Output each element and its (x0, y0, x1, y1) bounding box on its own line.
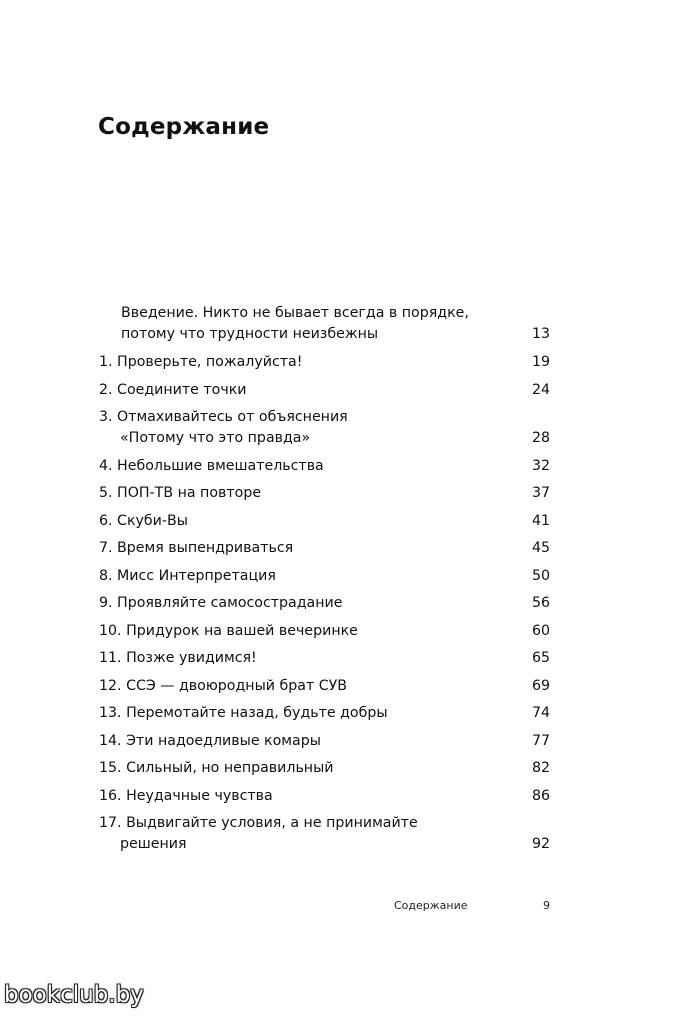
toc-entry-text (121, 303, 522, 345)
toc-entry-title-line-1: 17. Выдвигайте условия, а не принимайте (99, 815, 418, 831)
toc-entry (99, 786, 550, 807)
toc-page-number: 60 (531, 622, 550, 639)
toc-entry (99, 511, 550, 532)
toc-entry-intro (99, 303, 550, 345)
toc-entry-title-line-2: потому что трудности неизбежны (121, 326, 379, 342)
toc-entry-title: 5. ПОП-ТВ на повторе (99, 485, 262, 501)
toc-entry (99, 566, 550, 587)
toc-page-number: 69 (531, 677, 550, 694)
page-number: 9 (543, 899, 550, 912)
toc-page-number: 74 (531, 705, 550, 721)
toc-entry (99, 407, 550, 449)
toc-entry-title-line-2: «Потому что это правда» (120, 430, 311, 446)
toc-entry-title: 7. Время выпендриваться (99, 540, 294, 556)
page-footer (394, 898, 550, 914)
toc-entry-title: 14. Эти надоедливые комары (99, 732, 321, 749)
toc-entry-title: 9. Проявляйте самосострадание (99, 595, 343, 611)
toc-page-number: 13 (531, 326, 550, 342)
toc-entry-title: 1. Проверьте, пожалуйста! (99, 354, 303, 370)
watermark: bookclub.by (4, 982, 144, 1008)
toc-page-number: 19 (531, 354, 550, 370)
toc-page-number: 37 (531, 485, 550, 501)
toc-entry-title: 10. Придурок на вашей вечеринке (99, 622, 358, 639)
toc-page-number: 86 (531, 787, 550, 804)
running-head: Содержание (394, 899, 468, 912)
toc-entry (99, 483, 550, 504)
toc-entry (99, 538, 550, 559)
toc-entry-text (99, 813, 522, 855)
toc-entry-title-line-1: 3. Отмахивайтесь от объяснения (99, 409, 348, 425)
toc-page-number: 77 (531, 732, 550, 749)
toc-entry (99, 676, 550, 697)
toc-entry-title: 12. ССЭ — двоюродный брат СУВ (99, 677, 348, 694)
toc-page-number: 92 (531, 836, 550, 852)
toc-page-number: 28 (531, 430, 550, 446)
toc-entry-title: 11. Позже увидимся! (99, 650, 257, 666)
toc-page-number: 41 (531, 512, 550, 529)
toc-entry (99, 703, 550, 724)
table-of-contents (99, 303, 550, 862)
toc-page-number: 82 (531, 760, 550, 776)
toc-entry (99, 621, 550, 642)
toc-page-number: 45 (531, 540, 550, 556)
toc-page-number: 65 (531, 650, 550, 666)
toc-entry-title: 16. Неудачные чувства (99, 787, 273, 804)
toc-page-number: 50 (531, 567, 550, 584)
toc-entry (99, 813, 550, 855)
toc-entry (99, 352, 550, 373)
toc-entry-title: 2. Соедините точки (99, 381, 247, 398)
toc-entry (99, 758, 550, 779)
toc-entry-title-line-1: Введение. Никто не бывает всегда в порядке, (121, 305, 469, 321)
page-title: Содержание (98, 114, 270, 140)
toc-entry-title: 13. Перемотайте назад, будьте добры (99, 705, 388, 721)
toc-entry (99, 380, 550, 401)
toc-entry-title: 4. Небольшие вмешательства (99, 457, 324, 474)
toc-page-number: 32 (531, 457, 550, 474)
toc-page-number: 56 (531, 595, 550, 611)
toc-entry (99, 731, 550, 752)
toc-entry (99, 648, 550, 669)
toc-entry (99, 593, 550, 614)
toc-entry (99, 456, 550, 477)
toc-entry-title: 15. Сильный, но неправильный (99, 760, 334, 776)
toc-entry-text (99, 407, 522, 449)
toc-page-number: 24 (531, 381, 550, 398)
toc-entry-title: 6. Скуби-Вы (99, 512, 188, 529)
toc-entry-title-line-2: решения (120, 836, 187, 852)
toc-entry-title: 8. Мисс Интерпретация (99, 567, 276, 584)
